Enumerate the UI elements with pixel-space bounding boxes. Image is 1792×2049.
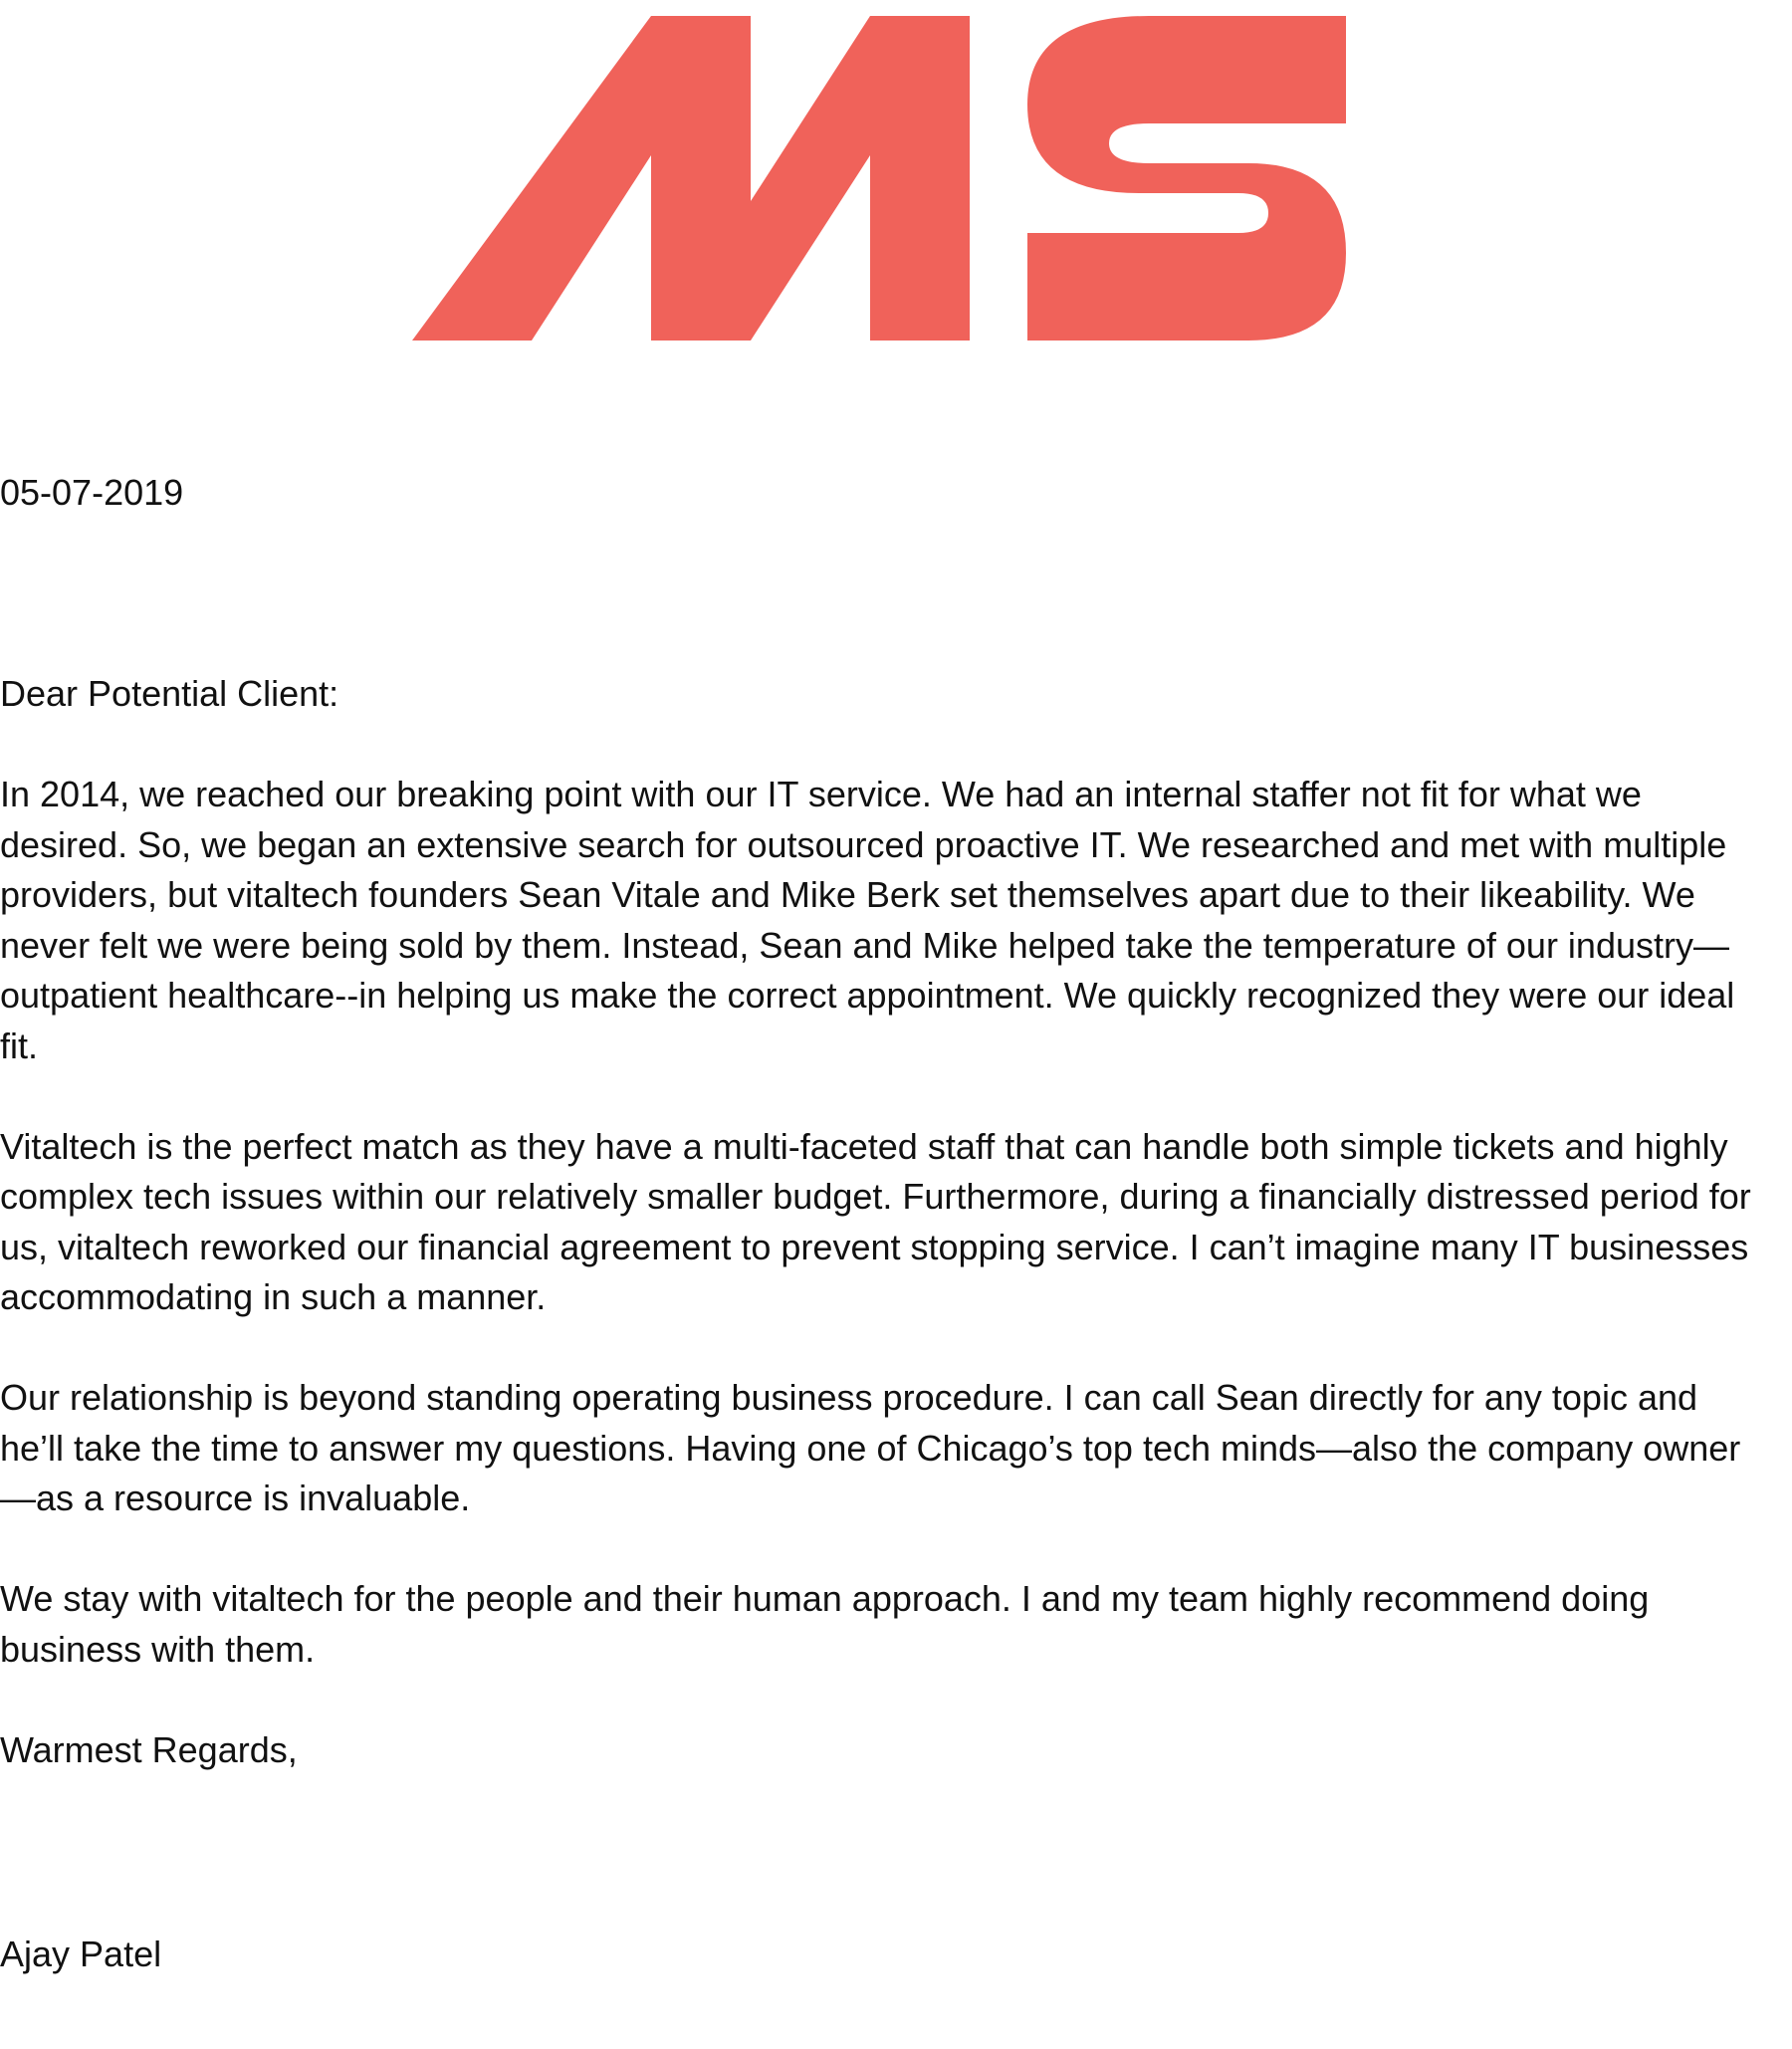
closing: Warmest Regards, (0, 1728, 298, 1770)
salutation: Dear Potential Client: (0, 673, 339, 714)
mms-logo-icon (412, 16, 1346, 341)
letter-date: 05-07-2019 (0, 472, 184, 513)
body-paragraph: We stay with vitaltech for the people and their human approach. I and my team highly recommend doing business with them. (0, 1578, 1650, 1670)
company-logo (412, 16, 1346, 341)
body-paragraph: Our relationship is beyond standing operating business procedure. I can call Sean directly for any topic and he’ll take the time to answer my questions. Having one of Chicago’s top tech minds—also the company owner—as a resource is invaluable. (0, 1377, 1741, 1518)
letter-body (0, 669, 1762, 1826)
signature-name: Ajay Patel (0, 1934, 162, 1974)
body-paragraph: Vitaltech is the perfect match as they have a multi-faceted staff that can handle both simple tickets and highly complex tech issues within our relatively smaller budget. Furthermore, during a financially distressed period for us, vitaltech reworked our financial agreement to prevent stopping service. I can’t imagine many IT businesses accommodating in such a manner. (0, 1125, 1751, 1317)
body-paragraph: In 2014, we reached our breaking point with our IT service. We had an internal staffer not fit for what we desired. So, we began an extensive search for outsourced proactive IT. We researched and met with multiple providers, but vitaltech founders Sean Vitale and Mike Berk set themselves apart due to their likeability. We never felt we were being sold by them. Instead, Sean and Mike helped take the temperature of our industry—outpatient healthcare--in helping us make the correct appointment. We quickly recognized they were our ideal fit. (0, 774, 1735, 1066)
